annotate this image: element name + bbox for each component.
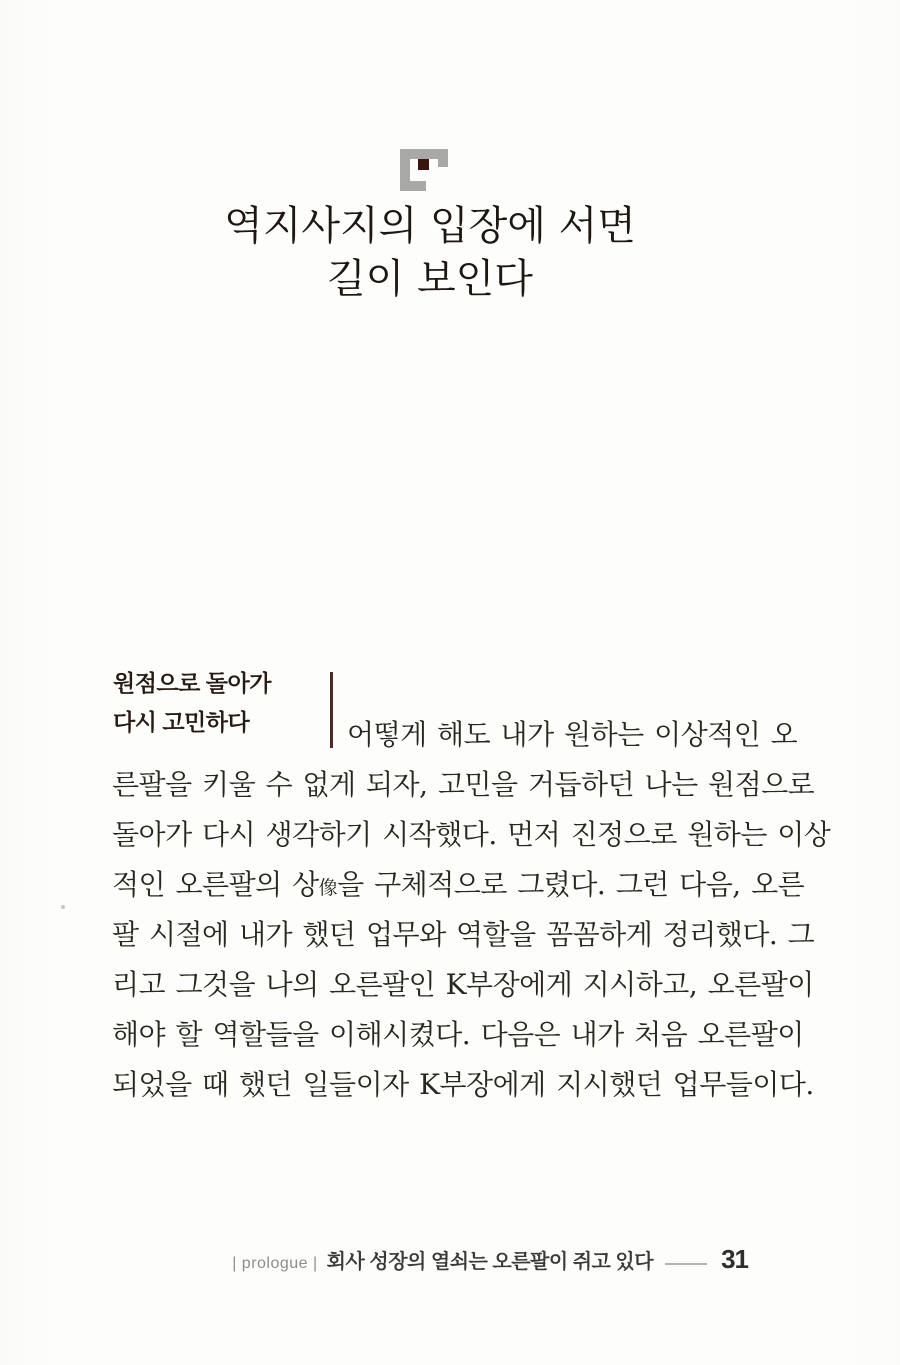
paragraph-text-segment: 을 구체적으로 그렸다. 그런 다음, 오른 [337,868,805,901]
page-number: 31 [721,1244,748,1274]
paragraph-line: 팔 시절에 내가 했던 업무와 역할을 꼼꼼하게 정리했다. 그 [112,918,815,951]
section-heading-line1: 원점으로 돌아가 [113,670,271,696]
paragraph-line: 리고 그것을 나의 오른팔인 K부장에게 지시하고, 오른팔이 [112,968,814,1001]
corner-bracket-ornament-icon [400,149,448,191]
leader-line [665,1263,707,1265]
paragraph-line [112,860,805,910]
body-paragraph [112,710,831,1110]
paragraph-line: 돌아가 다시 생각하기 시작했다. 먼저 진정으로 원하는 이상 [112,818,831,851]
section-heading-line2: 다시 고민하다 [113,709,250,735]
prologue-label: | prologue | [232,1255,318,1272]
chapter-title [112,200,748,306]
paragraph-line: 되었을 때 했던 일들이자 K부장에게 지시했던 업무들이다. [112,1068,814,1101]
chapter-title-line1: 역지사지의 입장에 서면 [224,203,636,249]
footer-chapter-title: 회사 성장의 열쇠는 오른팔이 쥐고 있다 [326,1251,654,1273]
scan-speck [61,905,65,909]
hanja-character: 像 [318,877,338,899]
paragraph-line: 른팔을 키울 수 없게 되자, 고민을 거듭하던 나는 원점으로 [112,768,815,801]
chapter-title-line2: 길이 보인다 [327,256,533,302]
page-footer [112,1244,748,1275]
paragraph-line: 어떻게 해도 내가 원하는 이상적인 오 [347,718,798,751]
paragraph-line: 해야 할 역할들을 이해시켰다. 다음은 내가 처음 오른팔이 [112,1018,804,1051]
paragraph-text-segment: 적인 오른팔의 상 [112,868,319,901]
